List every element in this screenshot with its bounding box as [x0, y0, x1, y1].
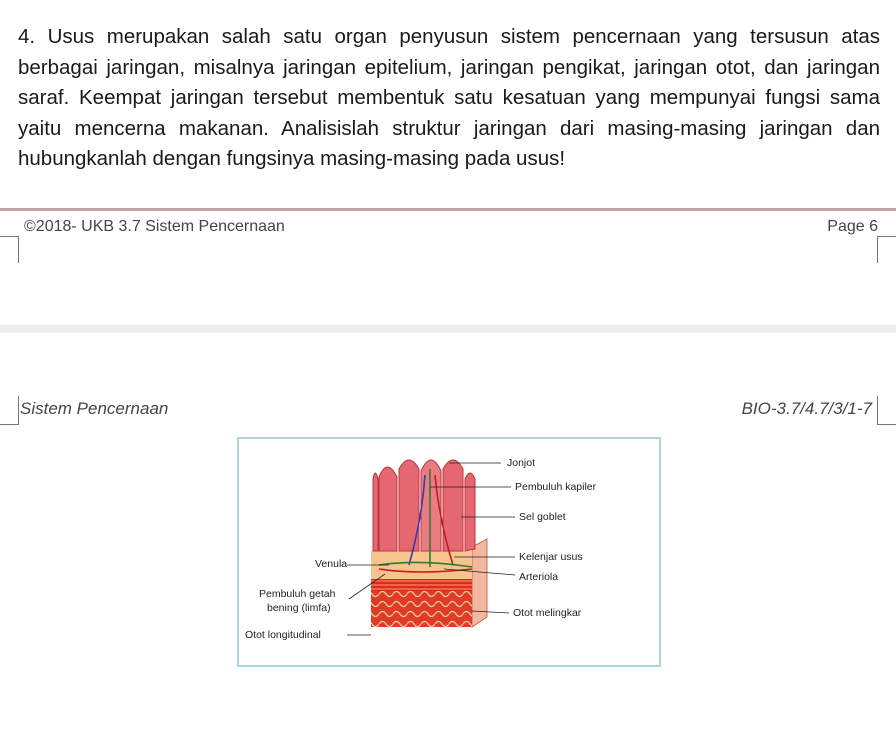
label-jonjot: Jonjot	[507, 457, 536, 469]
crop-mark-right-top	[877, 396, 896, 425]
footer-divider	[0, 208, 896, 211]
label-bening-limfa: bening (limfa)	[267, 602, 331, 614]
label-otot-melingkar: Otot melingkar	[513, 607, 582, 619]
page-gap	[0, 325, 896, 333]
page-header-code: BIO-3.7/4.7/3/1-7	[741, 399, 872, 418]
label-sel-goblet: Sel goblet	[519, 511, 566, 523]
label-otot-longitudinal: Otot longitudinal	[245, 629, 321, 641]
page-header-title: Sistem Pencernaan	[20, 399, 169, 418]
intestine-illustration	[239, 439, 659, 665]
question-text: 4. Usus merupakan salah satu organ penyusun sistem pencernaan yang tersusun atas berbagai jaringan, misalnya jaringan epitelium, jaringan pengikat, jaringan otot, dan jaringan saraf. Keempat jaringan tersebut membentuk satu kesatuan yang mempunyai fungsi sama yaitu mencerna makanan. Analisislah struktur jaringan dari masing-masing jaringan dan hubungkanlah dengan fungsinya masing-masing pada usus!	[18, 25, 880, 171]
label-kelenjar-usus: Kelenjar usus	[519, 551, 583, 563]
label-pembuluh-kapiler: Pembuluh kapiler	[515, 481, 597, 493]
footer-left-text: ©2018- UKB 3.7 Sistem Pencernaan	[24, 218, 285, 235]
crop-mark-left-top	[0, 396, 19, 425]
footer-page-number: Page 6	[827, 218, 878, 235]
crop-mark-right	[877, 236, 896, 263]
intestine-diagram	[237, 437, 661, 667]
label-arteriola: Arteriola	[519, 571, 559, 583]
crop-mark-left	[0, 236, 19, 263]
label-venula: Venula	[315, 558, 348, 570]
label-pembuluh-getah: Pembuluh getah	[259, 588, 336, 600]
villi	[373, 460, 475, 551]
